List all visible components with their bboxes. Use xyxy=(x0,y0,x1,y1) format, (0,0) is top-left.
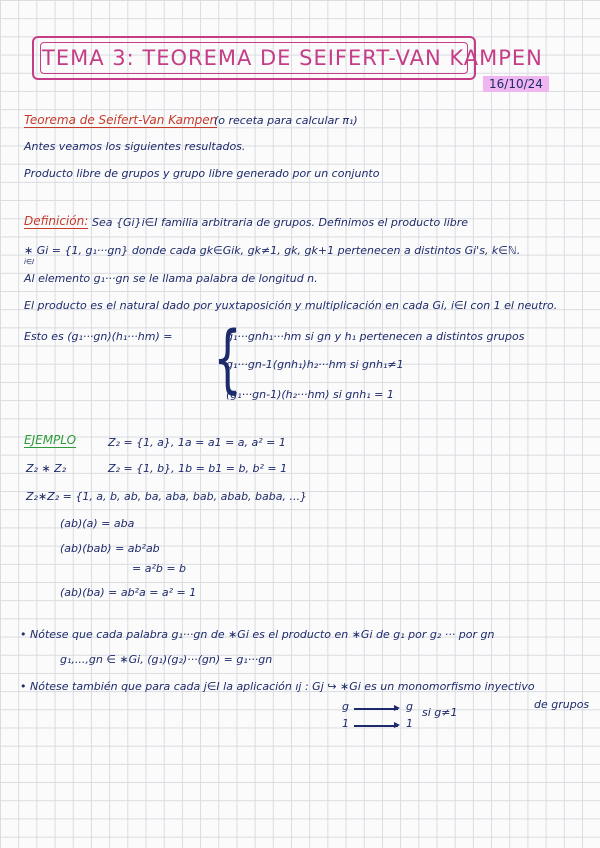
case-2: g₁···gn-1(gnh₁)h₂···hm si gnh₁≠1 xyxy=(226,358,404,371)
case-1: g₁···gnh₁···hm si gn y h₁ pertenecen a distintos grupos xyxy=(226,330,525,343)
z2-b-definition: Z₂ = {1, b}, 1b = b1 = b, b² = 1 xyxy=(108,462,288,475)
map-arrow-1 xyxy=(354,708,398,710)
example-2: (ab)(bab) = ab²ab xyxy=(60,542,160,555)
z2-a-definition: Z₂ = {1, a}, 1a = a1 = a, a² = 1 xyxy=(108,436,286,449)
z2-product-elements: Z₂∗Z₂ = {1, a, b, ab, ba, aba, bab, abab, baba, ...} xyxy=(26,490,307,503)
definition-line-2-subscript: i∈I xyxy=(24,258,35,266)
definition-line-1: Sea {Gi}i∈I familia arbitraria de grupos. Definimos el producto libre xyxy=(92,216,469,229)
z2-free-product: Z₂ ∗ Z₂ xyxy=(26,462,67,475)
note-2: • Nótese también que para cada j∈I la aplicación ıj : Gj ↪ ∗Gi es un monomorfismo inyectivo xyxy=(20,680,535,693)
map-arrow-2 xyxy=(354,725,398,727)
example-1: (ab)(a) = aba xyxy=(60,517,135,530)
definition-label: Definición: xyxy=(24,214,89,228)
case-3: (g₁···gn-1)(h₂···hm) si gnh₁ = 1 xyxy=(226,388,394,401)
note-1: • Nótese que cada palabra g₁···gn de ∗Gi es el producto en ∗Gi de g₁ por g₂ ··· por gn xyxy=(20,628,495,641)
section-heading-note: (o receta para calcular π₁) xyxy=(214,114,358,127)
intro-line-1: Antes veamos los siguientes resultados. xyxy=(24,140,246,153)
page-title: TEMA 3: TEOREMA DE SEIFERT-VAN KAMPEN xyxy=(42,46,543,70)
map-target-1: 1 xyxy=(406,717,413,730)
date-label: 16/10/24 xyxy=(483,76,549,92)
example-4: (ab)(ba) = ab²a = a² = 1 xyxy=(60,586,197,599)
intro-line-2: Producto libre de grupos y grupo libre generado por un conjunto xyxy=(24,167,380,180)
map-target-g: g xyxy=(406,700,413,713)
note-2-continuation: de grupos xyxy=(534,698,590,711)
section-heading: Teorema de Seifert-Van Kampen xyxy=(24,113,218,127)
definition-line-4: El producto es el natural dado por yuxtaposición y multiplicación en cada Gi, i∈I con 1 el neutro. xyxy=(24,299,558,312)
definition-line-3: Al elemento g₁···gn se le llama palabra de longitud n. xyxy=(24,272,318,285)
map-condition: si g≠1 xyxy=(422,706,458,719)
map-source-g: g xyxy=(342,700,349,713)
note-1-detail: g₁,...,gn ∈ ∗Gi, (g₁)(g₂)···(gn) = g₁···gn xyxy=(60,653,273,666)
definition-line-5: Esto es (g₁···gn)(h₁···hm) = xyxy=(24,330,173,343)
example-label: EJEMPLO xyxy=(24,433,77,447)
map-source-1: 1 xyxy=(342,717,349,730)
cases-brace: { xyxy=(213,316,242,402)
definition-line-2: ∗ Gi = {1, g₁···gn} donde cada gk∈Gik, gk≠1, gk, gk+1 pertenecen a distintos Gi's, k∈ℕ. xyxy=(24,244,521,257)
example-3: = a²b = b xyxy=(132,562,187,575)
